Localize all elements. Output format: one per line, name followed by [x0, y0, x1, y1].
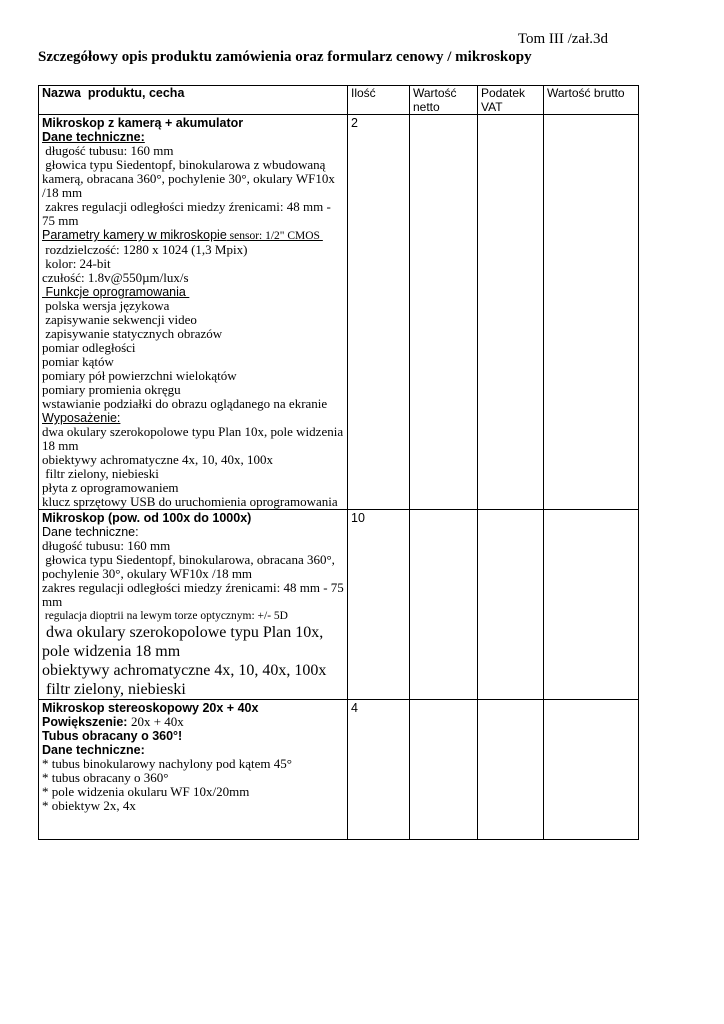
spec-line: filtr zielony, niebieski [42, 466, 159, 481]
spec-line: Dane techniczne: [42, 130, 145, 144]
quantity-cell: 4 [348, 700, 410, 840]
spec-line: dwa okulary szerokopolowe typu Plan 10x, pole widzenia 18 mm [42, 624, 328, 660]
gross-value-cell [544, 115, 639, 510]
spec-line: Wyposażenie: [42, 411, 121, 425]
spec-line: rozdzielczość: 1280 x 1024 (1,3 Mpix) [42, 242, 248, 257]
spec-line: * pole widzenia okularu WF 10x/20mm [42, 784, 250, 799]
spec-line: głowica typu Siedentopf, binokularowa, obracana 360°, pochylenie 30°, okulary WF10x /18 mm [42, 552, 339, 581]
spec-line: obiektywy achromatyczne 4x, 10, 40x, 100x [42, 662, 327, 679]
col-header-product-name: Nazwa produktu, cecha [39, 86, 348, 115]
spec-line: długość tubusu: 160 mm [42, 538, 171, 553]
spec-line [42, 228, 344, 243]
spec-line: długość tubusu: 160 mm [42, 143, 174, 158]
pricing-table [38, 85, 639, 840]
table-row [39, 700, 639, 840]
net-value-cell [410, 510, 478, 700]
net-value-cell [410, 700, 478, 840]
spec-line: filtr zielony, niebieski [42, 681, 186, 698]
spec-line-fragment: Parametry kamery w mikroskopie [42, 228, 227, 242]
table-row [39, 115, 639, 510]
spec-line: wstawianie podziałki do obrazu oglądanego na ekranie [42, 396, 328, 411]
spec-line: dwa okulary szerokopolowe typu Plan 10x, pole widzenia 18 mm [42, 424, 347, 453]
col-header-vat: Podatek VAT [478, 86, 544, 115]
spec-line: pomiary pół powierzchni wielokątów [42, 368, 237, 383]
spec-line-fragment: sensor: 1/2" CMOS [226, 230, 323, 242]
spec-line [42, 715, 344, 729]
gross-value-cell [544, 510, 639, 700]
product-description-cell [39, 115, 348, 510]
spec-line: regulacja dioptrii na lewym torze optycznym: +/- 5D [42, 610, 288, 622]
spec-line-fragment: Powiększenie: [42, 715, 131, 729]
product-description-cell [39, 700, 348, 840]
spec-line: Mikroskop (pow. od 100x do 1000x) [42, 511, 252, 525]
spec-line: * tubus obracany o 360° [42, 770, 169, 785]
spec-line: zakres regulacji odległości miedzy źrenicami: 48 mm - 75 mm [42, 199, 335, 228]
spec-line: obiektywy achromatyczne 4x, 10, 40x, 100x [42, 452, 274, 467]
spec-line: Mikroskop z kamerą + akumulator [42, 116, 244, 130]
net-value-cell [410, 115, 478, 510]
spec-line: pomiar kątów [42, 354, 114, 369]
spec-line: pomiar odległości [42, 340, 136, 355]
quantity-cell: 2 [348, 115, 410, 510]
page-title: Szczegółowy opis produktu zamówienia oraz formularz cenowy / mikroskopy [38, 49, 532, 65]
vat-cell [478, 115, 544, 510]
spec-line: Tubus obracany o 360°! [42, 729, 183, 743]
spec-line: Mikroskop stereoskopowy 20x + 40x [42, 701, 259, 715]
spec-line: zapisywanie sekwencji video [42, 312, 197, 327]
col-header-gross-value: Wartość brutto [544, 86, 639, 115]
table-header [39, 86, 639, 115]
col-header-net-value: Wartość netto [410, 86, 478, 115]
table-body [39, 115, 639, 840]
spec-line: zapisywanie statycznych obrazów [42, 326, 223, 341]
spec-line: Dane techniczne: [42, 743, 145, 757]
spec-line: pomiary promienia okręgu [42, 382, 181, 397]
spec-line: polska wersja językowa [42, 298, 170, 313]
gross-value-cell [544, 700, 639, 840]
spec-line-fragment: 20x + 40x [130, 714, 184, 729]
spec-line: Dane techniczne: [42, 525, 139, 539]
spec-line: głowica typu Siedentopf, binokularowa z wbudowaną kamerą, obracana 360°, pochylenie 30°, okulary WF10x /18 mm [42, 157, 339, 200]
spec-line: kolor: 24-bit [42, 256, 111, 271]
spec-line: * tubus binokularowy nachylony pod kątem 45° [42, 756, 292, 771]
vat-cell [478, 700, 544, 840]
quantity-cell: 10 [348, 510, 410, 700]
document-reference: Tom III /zał.3d [517, 31, 608, 47]
col-header-quantity: Ilość [348, 86, 410, 115]
table-row [39, 510, 639, 700]
header-row [39, 86, 639, 115]
spec-line: Funkcje oprogramowania [42, 285, 190, 299]
spec-line: zakres regulacji odległości miedzy źrenicami: 48 mm - 75 mm [42, 580, 348, 609]
spec-line: płyta z oprogramowaniem [42, 480, 179, 495]
spec-line: * obiektyw 2x, 4x [42, 798, 136, 813]
spec-line: klucz sprzętowy USB do uruchomienia oprogramowania [42, 494, 338, 509]
vat-cell [478, 510, 544, 700]
spec-line: czułość: 1.8v@550µm/lux/s [42, 270, 189, 285]
product-description-cell [39, 510, 348, 700]
